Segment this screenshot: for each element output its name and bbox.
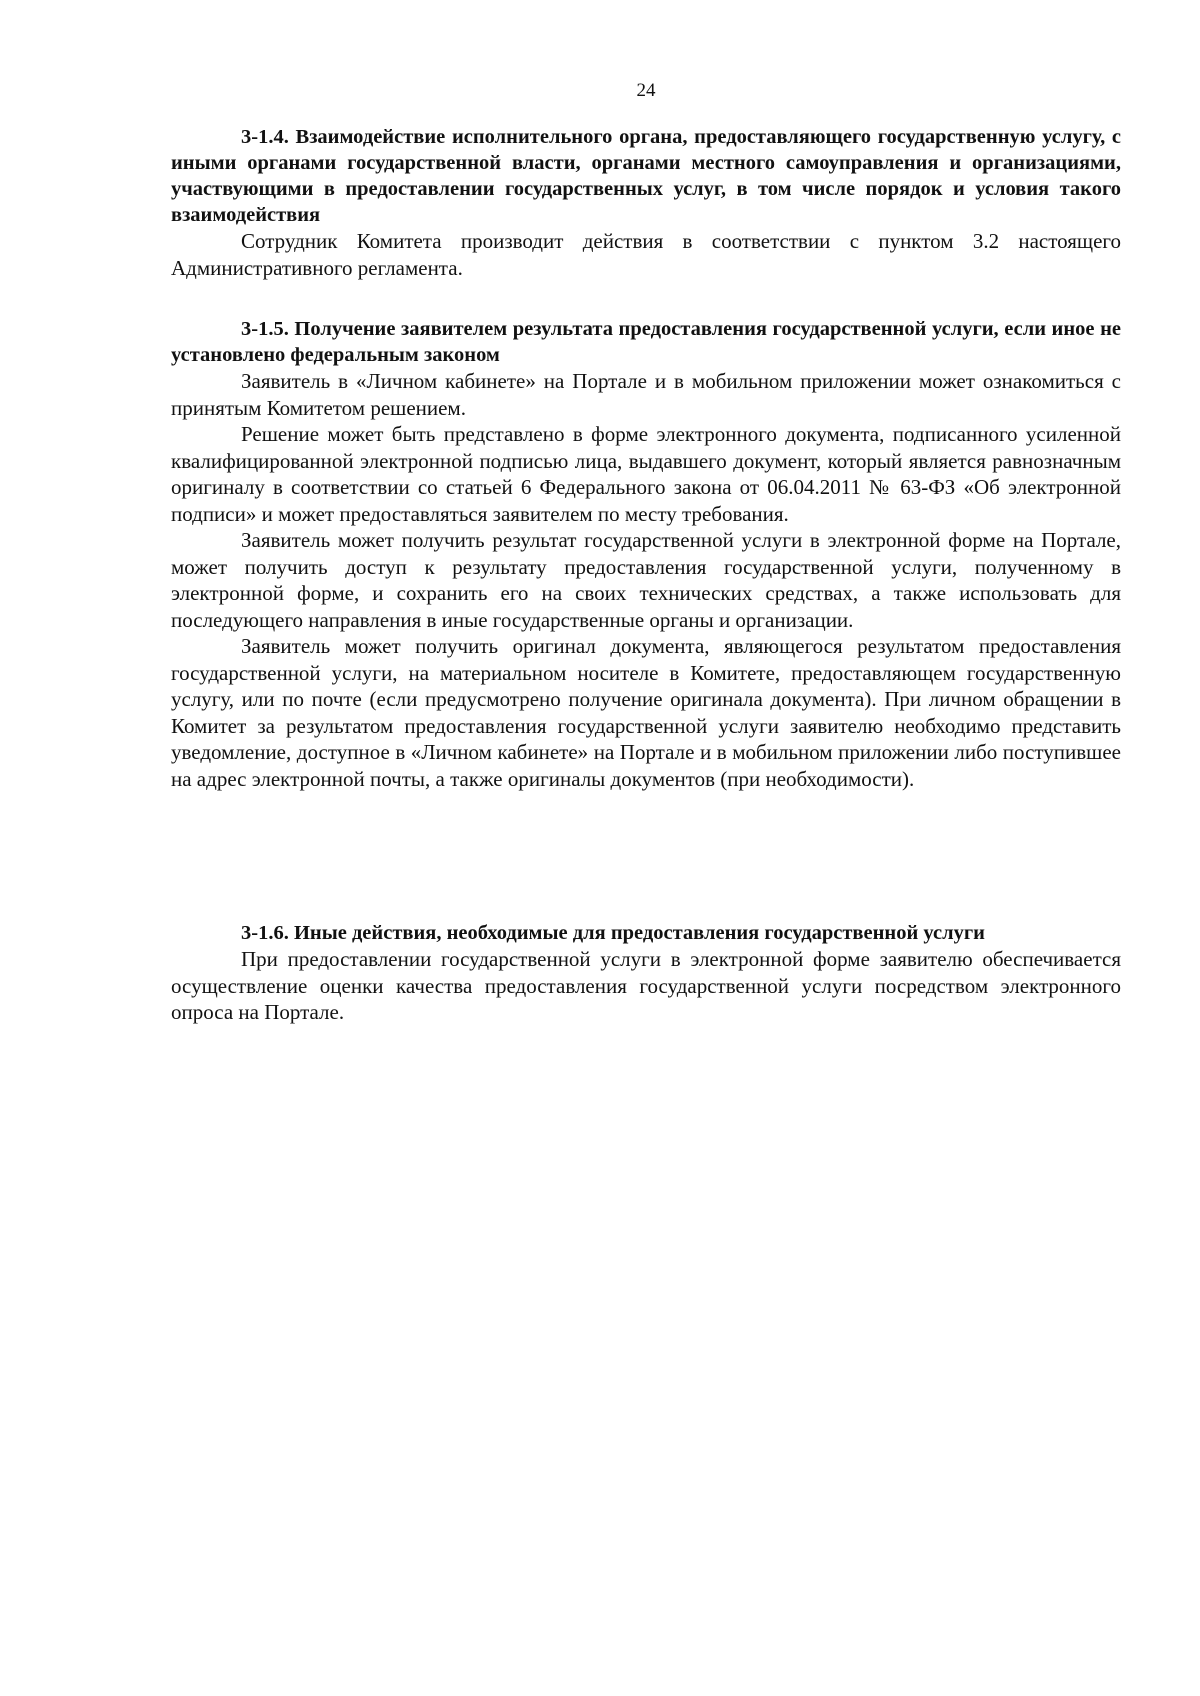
section-3-1-5 — [171, 316, 1121, 792]
paragraph: Сотрудник Комитета производит действия в соответствии с пунктом 3.2 настоящего Административного регламента. — [171, 229, 1121, 280]
paragraph: Заявитель может получить результат государственной услуги в электронной форме на Портале, может получить доступ к результату предоставления государственной услуги, полученному в электронной форме, и сохранить его на своих технических средствах, а также использовать для последующего направления в иные государственные органы и организации. — [171, 528, 1121, 632]
paragraph: Заявитель может получить оригинал документа, являющегося результатом предоставления государственной услуги, на материальном носителе в Комитете, предоставляющем государственную услугу, или по почте (если предусмотрено получение оригинала документа). При личном обращении в Комитет за результатом предоставления государственной услуги заявителю необходимо представить уведомление, доступное в «Личном кабинете» на Портале и в мобильном приложении либо поступившее на адрес электронной почты, а также оригиналы документов (при необходимости). — [171, 634, 1121, 791]
section-number: 3-1.6. — [241, 922, 289, 944]
section-title: Иные действия, необходимые для предоставления государственной услуги — [293, 922, 985, 944]
section-number: 3-1.5. — [241, 318, 289, 340]
section-heading — [171, 920, 1121, 946]
paragraph: При предоставлении государственной услуги в электронной форме заявителю обеспечивается осуществление оценки качества предоставления государственной услуги посредством электронного опроса на Портале. — [171, 947, 1121, 1024]
section-3-1-4 — [171, 124, 1121, 281]
section-heading — [171, 316, 1121, 368]
page-number: 24 — [636, 80, 656, 101]
section-title: Получение заявителем результата предоставления государственной услуги, если иное не установлено федеральным законом — [171, 318, 1122, 366]
section-number: 3-1.4. — [241, 126, 289, 148]
section-3-1-6 — [171, 920, 1121, 1026]
paragraph: Заявитель в «Личном кабинете» на Портале и в мобильном приложении может ознакомиться с принятым Комитетом решением. — [171, 369, 1121, 420]
section-title: Взаимодействие исполнительного органа, предоставляющего государственную услугу, с иными органами государственной власти, органами местного самоуправления и организациями, участвующими в предоставлении государственных услуг, в том числе порядок и условия такого взаимодействия — [171, 126, 1121, 226]
document-page — [171, 0, 1121, 1696]
section-heading — [171, 124, 1121, 228]
paragraph: Решение может быть представлено в форме электронного документа, подписанного усиленной квалифицированной электронной подписью лица, выдавшего документ, который является равнозначным оригиналу в соответствии со статьей 6 Федерального закона от 06.04.2011 № 63-ФЗ «Об электронной подписи» и может предоставляться заявителем по месту требования. — [171, 422, 1121, 526]
